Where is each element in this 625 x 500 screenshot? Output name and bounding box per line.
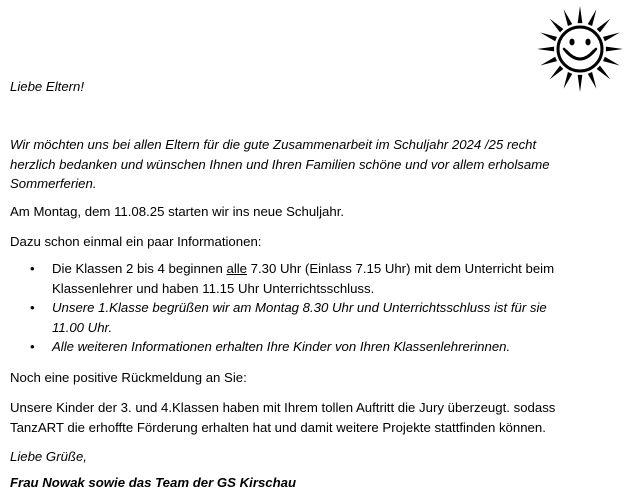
- bullet-text: 7.30 Uhr (Einlass 7.15 Uhr) mit dem Unterricht beim: [247, 261, 555, 276]
- list-item: [10, 337, 610, 357]
- sun-ray: [597, 19, 611, 33]
- sun-ray: [550, 19, 564, 33]
- feedback-line: Unsere Kinder der 3. und 4.Klassen haben mit Ihrem tollen Auftritt die Jury überzeugt. sodass: [10, 400, 556, 415]
- bullet-text: Unsere 1.Klasse begrüßen wir am Montag 8.30 Uhr und Unterrichtsschluss ist für sie: [52, 300, 547, 315]
- bullet-icon: •: [30, 261, 35, 276]
- bullet-text: Klassenlehrer und haben 11.15 Uhr Unterrichtsschluss.: [52, 280, 375, 296]
- sun-ray: [537, 47, 554, 52]
- thanks-line: Sommerferien.: [10, 176, 97, 191]
- thanks-line: herzlich bedanken und wünschen Ihnen und Ihren Familien schöne und vor allem erholsame: [10, 156, 550, 172]
- feedback-line: TanzART die erhoffte Förderung erhalten hat und damit weitere Projekte stattfinden können.: [10, 419, 546, 435]
- feedback-paragraph: [10, 398, 610, 437]
- bullet-text: 11.00 Uhr.: [52, 319, 113, 335]
- emphasized-word: alle: [226, 261, 248, 276]
- thanks-paragraph: [10, 135, 610, 194]
- greeting: Liebe Eltern!: [10, 79, 85, 94]
- info-intro: Dazu schon einmal ein paar Informationen:: [10, 234, 262, 249]
- info-list: [10, 259, 610, 357]
- closing: Liebe Grüße,: [10, 449, 87, 464]
- list-item: [10, 298, 610, 337]
- sun-ray: [540, 33, 557, 42]
- bullet-text: Die Klassen 2 bis 4 beginnen: [52, 261, 227, 276]
- sun-ray: [540, 57, 557, 66]
- thanks-line: Wir möchten uns bei allen Eltern für die gute Zusammenarbeit im Schuljahr 2024 /25 recht: [10, 137, 537, 152]
- sun-ray: [603, 33, 620, 42]
- bullet-text: Alle weiteren Informationen erhalten Ihre Kinder von Ihren Klassenlehrerinnen.: [52, 339, 511, 354]
- list-item: [10, 259, 610, 298]
- sun-ray: [564, 9, 573, 26]
- signature: Frau Nowak sowie das Team der GS Kirschau: [10, 475, 297, 490]
- sun-ray: [578, 6, 583, 23]
- sun-ray: [606, 47, 623, 52]
- sun-ray: [588, 9, 597, 26]
- sun-ray: [603, 57, 620, 66]
- bullet-icon: •: [30, 300, 35, 315]
- school-start-info: Am Montag, dem 11.08.25 starten wir ins neue Schuljahr.: [10, 204, 345, 219]
- feedback-heading: Noch eine positive Rückmeldung an Sie:: [10, 370, 247, 385]
- bullet-icon: •: [30, 339, 35, 354]
